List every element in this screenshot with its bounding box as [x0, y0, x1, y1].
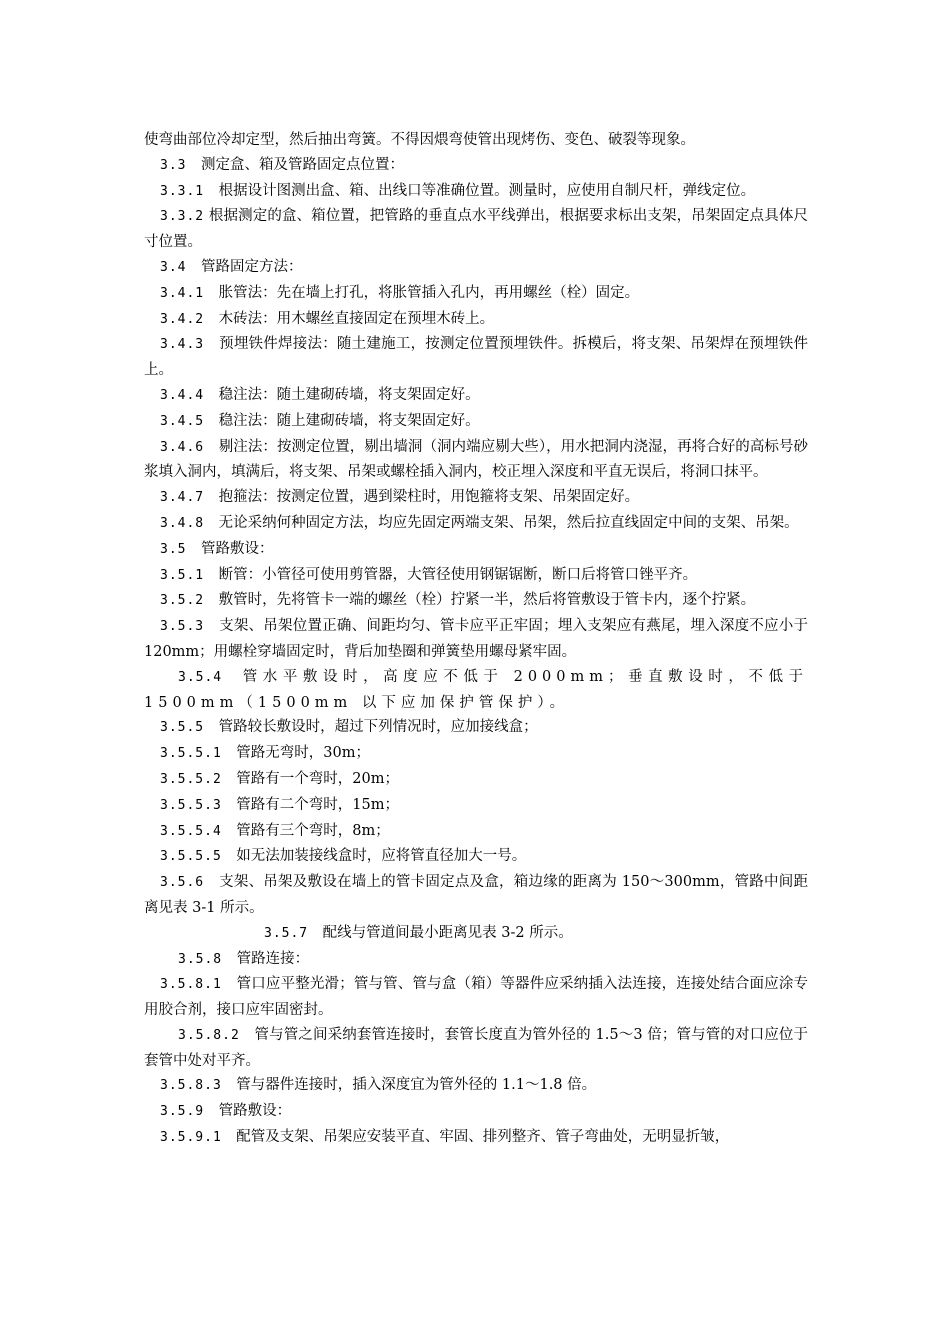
section-number: 3.3.1 [160, 183, 205, 199]
section-number: 3.5.7 [264, 925, 309, 941]
section-number: 3.3 [160, 157, 187, 173]
paragraph-text: 管与管之间采纳套管连接时，套管长度直为管外径的 1.5～3 倍；管与管的对口应位于套管中处对平齐。 [144, 1026, 808, 1069]
paragraph-text: 配管及支架、吊架应安装平直、牢固、排列整齐、管子弯曲处，无明显折皱， [221, 1129, 730, 1146]
paragraph [144, 588, 808, 614]
paragraph-text: 敷管时，先将管卡一端的螺丝（栓）拧紧一半，然后将管敷设于管卡内，逐个拧紧。 [204, 592, 756, 609]
section-number: 3.4.4 [160, 387, 205, 403]
section-number: 3.5.4 [178, 669, 223, 685]
paragraph [144, 383, 808, 409]
section-number: 3.5.8.1 [160, 977, 222, 993]
paragraph-text: 管路敷设： [204, 1103, 292, 1120]
paragraph-text: 管与器件连接时，插入深度宜为管外径的 1.1～1.8 倍。 [221, 1077, 597, 1094]
section-number: 3.4.7 [160, 490, 205, 506]
section-number: 3.5.5.4 [160, 823, 222, 839]
paragraph-text: 测定盒、箱及管路固定点位置： [186, 156, 404, 173]
paragraph [144, 819, 808, 845]
paragraph-text: 管路敷设： [186, 540, 274, 557]
paragraph [144, 537, 808, 563]
paragraph [144, 614, 808, 665]
paragraph [144, 793, 808, 819]
document-page [144, 128, 808, 1151]
paragraph [144, 665, 808, 716]
section-number: 3.5.8.2 [178, 1027, 240, 1043]
paragraph-text: 木砖法：用木螺丝直接固定在预埋木砖上。 [204, 310, 495, 327]
paragraph-text: 使弯曲部位冷却定型，然后抽出弯簧。不得因煨弯使管出现烤伤、变色、破裂等现象。 [144, 132, 695, 148]
paragraph [144, 179, 808, 205]
paragraph [144, 153, 808, 179]
paragraph [144, 1125, 808, 1151]
paragraph [144, 1023, 808, 1074]
section-number: 3.5 [160, 541, 187, 557]
paragraph [144, 128, 808, 153]
section-number: 3.5.2 [160, 593, 205, 609]
paragraph [144, 1073, 808, 1099]
paragraph [144, 972, 808, 1023]
paragraph-text: 管路有一个弯时，20m； [221, 770, 399, 787]
section-number: 3.5.1 [160, 567, 205, 583]
paragraph-text: 根据测定的盒、箱位置，把管路的垂直点水平线弹出，根据要求标出支架，吊架固定点具体尺寸位置。 [144, 208, 808, 251]
section-number: 3.4.3 [160, 337, 205, 353]
section-number: 3.5.8 [178, 951, 223, 967]
paragraph-text: 管路连接： [222, 950, 310, 967]
paragraph-text: 断管：小管径可使用剪管器，大管径使用钢锯锯断，断口后将管口锉平齐。 [204, 566, 698, 583]
paragraph [144, 870, 808, 921]
paragraph [144, 1099, 808, 1125]
section-number: 3.5.8.3 [160, 1078, 222, 1094]
paragraph-text: 稳注法：随上建砌砖墙，将支架固定好。 [204, 412, 480, 429]
paragraph-text: 稳注法：随土建砌砖墙，将支架固定好。 [204, 386, 480, 403]
section-number: 3.5.9.1 [160, 1130, 222, 1146]
paragraph [144, 844, 808, 870]
paragraph [144, 409, 808, 435]
paragraph-text: 无论采纳何种固定方法，均应先固定两端支架、吊架，然后拉直线固定中间的支架、吊架。 [204, 514, 799, 531]
paragraph-text: 管水平敷设时，高度应不低于 2000mm；垂直敷设时，不低于 1500mm（1500mm 以下应加保护管保护）。 [144, 668, 808, 711]
paragraph-text: 抱箍法：按测定位置，遇到梁柱时，用饱箍将支架、吊架固定好。 [204, 489, 640, 506]
paragraph [144, 255, 808, 281]
paragraph-text: 管口应平整光滑；管与管、管与盒（箱）等器件应采纳插入法连接，连接处结合面应涂专用胶合剂，接口应牢固密封。 [144, 976, 808, 1019]
paragraph-text: 根据设计图测出盒、箱、出线口等准确位置。测量时，应使用自制尺杆，弹线定位。 [204, 182, 756, 199]
section-number: 3.4.5 [160, 413, 205, 429]
section-number: 3.4 [160, 259, 187, 275]
paragraph-text: 预埋铁件焊接法：随土建施工，按测定位置预埋铁件。拆模后，将支架、吊架焊在预埋铁件上。 [144, 336, 808, 379]
paragraph-text: 剔注法：按测定位置，剔出墙洞（洞内端应剔大些），用水把洞内浇湿，再将合好的高标号砂浆填入洞内，填满后，将支架、吊架或螺栓插入洞内，校正埋入深度和平直无误后，将洞口抹平。 [144, 438, 808, 481]
paragraph [144, 947, 808, 973]
paragraph [144, 307, 808, 333]
section-number: 3.3.2 [160, 209, 205, 225]
paragraph-text: 管路有三个弯时，8m； [221, 822, 390, 839]
paragraph-text: 如无法加装接线盒时，应将管直径加大一号。 [221, 848, 527, 865]
section-number: 3.4.8 [160, 515, 205, 531]
paragraph-text: 管路固定方法： [186, 258, 303, 275]
paragraph [144, 767, 808, 793]
paragraph [144, 485, 808, 511]
section-number: 3.5.5.3 [160, 797, 222, 813]
section-number: 3.5.5 [160, 720, 205, 736]
paragraph [144, 204, 808, 255]
paragraph [144, 921, 808, 947]
paragraph [144, 281, 808, 307]
paragraph [144, 741, 808, 767]
section-number: 3.5.3 [160, 619, 205, 635]
paragraph-text: 管路较长敷设时，超过下列情况时，应加接线盒； [204, 719, 538, 736]
paragraph [144, 511, 808, 537]
paragraph-text: 支架、吊架位置正确、间距均匀、管卡应平正牢固；埋入支架应有燕尾，埋入深度不应小于 120mm；用螺栓穿墙固定时，背后加垫圈和弹簧垫用螺母紧牢固。 [144, 618, 808, 660]
section-number: 3.5.5.1 [160, 746, 222, 762]
paragraph-text: 管路无弯时，30m； [221, 745, 370, 762]
paragraph-text: 支架、吊架及敷设在墙上的管卡固定点及盒，箱边缘的距离为 150～300mm，管路中间距离见表 3-1 所示。 [144, 874, 808, 916]
section-number: 3.5.9 [160, 1104, 205, 1120]
section-number: 3.5.5.5 [160, 849, 222, 865]
paragraph-text: 配线与管道间最小距离见表 3-2 所示。 [308, 924, 573, 941]
section-number: 3.4.2 [160, 311, 205, 327]
paragraph-text: 胀管法：先在墙上打孔，将胀管插入孔内，再用螺丝（栓）固定。 [204, 284, 640, 301]
section-number: 3.5.5.2 [160, 771, 222, 787]
paragraph [144, 715, 808, 741]
section-number: 3.4.1 [160, 285, 205, 301]
paragraph [144, 563, 808, 589]
section-number: 3.5.6 [160, 875, 205, 891]
paragraph [144, 332, 808, 383]
paragraph [144, 435, 808, 486]
paragraph-text: 管路有二个弯时，15m； [221, 796, 399, 813]
section-number: 3.4.6 [160, 439, 205, 455]
